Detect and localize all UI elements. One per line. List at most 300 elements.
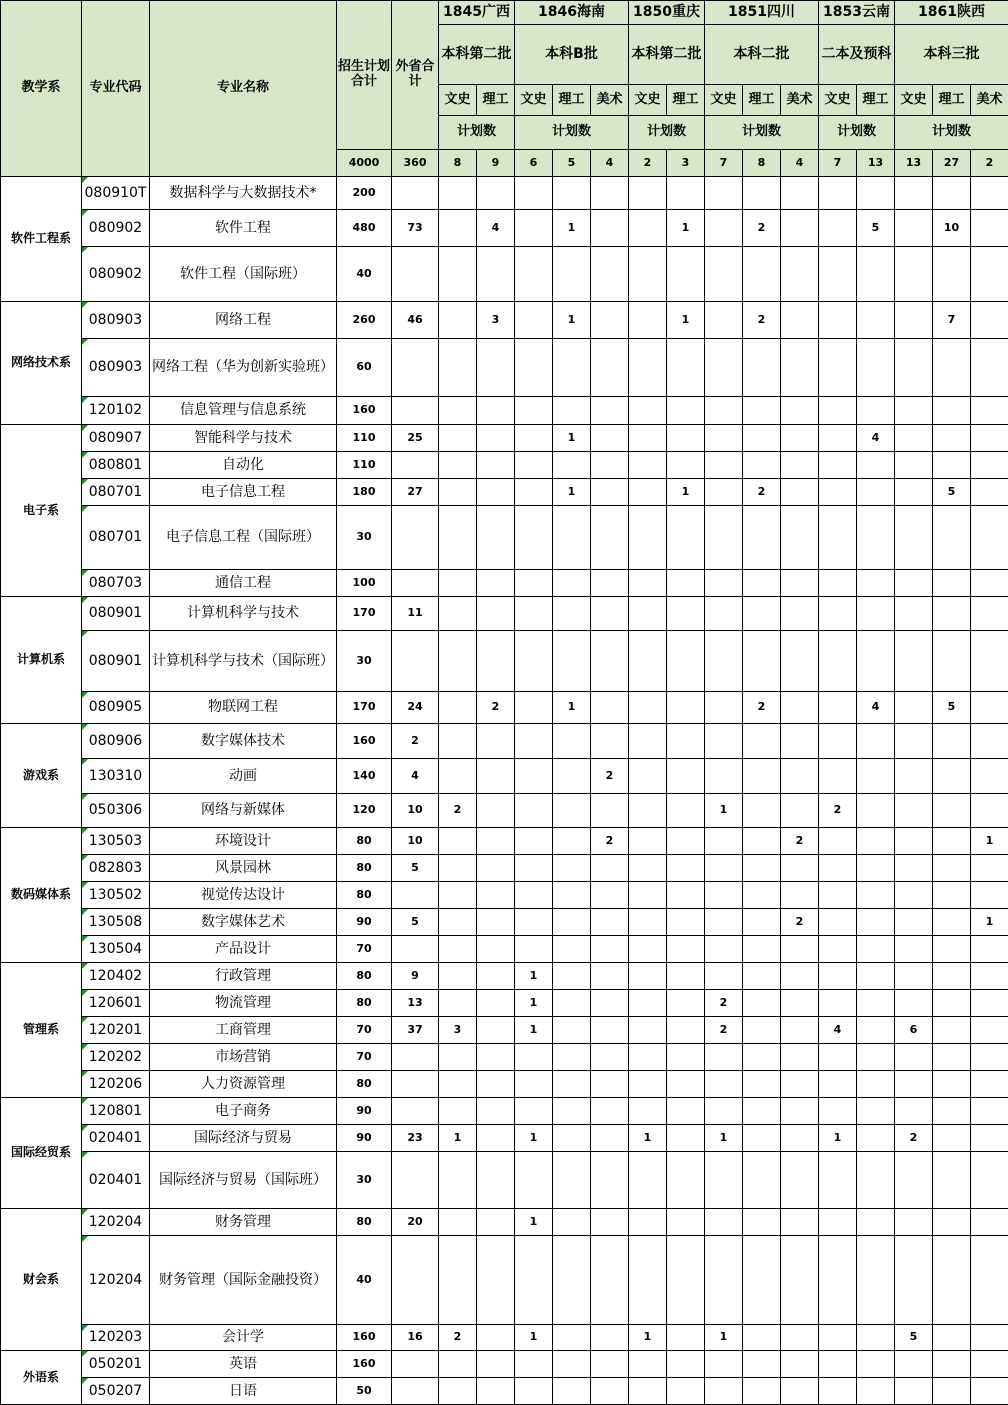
plan-cell xyxy=(629,1098,667,1125)
table-row xyxy=(1,1044,1008,1071)
plan-cell: 2 xyxy=(705,990,743,1017)
major-name: 电子信息工程 xyxy=(150,479,337,506)
plan-cell xyxy=(591,570,629,597)
plan-cell xyxy=(857,963,895,990)
table-row xyxy=(1,631,1008,692)
plan-cell xyxy=(933,1017,971,1044)
plan-cell xyxy=(439,302,477,339)
plan-cell xyxy=(933,339,971,397)
plan-cell xyxy=(667,1071,705,1098)
plan-cell xyxy=(667,506,705,570)
plan-total: 110 xyxy=(337,452,392,479)
plan-cell xyxy=(895,1236,933,1325)
header-province: 1845广西 xyxy=(439,1,515,25)
plan-cell xyxy=(743,1017,781,1044)
plan-cell: 1 xyxy=(515,963,553,990)
plan-cell xyxy=(515,882,553,909)
plan-cell: 1 xyxy=(553,302,591,339)
out-province-total: 11 xyxy=(392,597,439,631)
plan-cell xyxy=(515,210,553,247)
plan-cell xyxy=(819,724,857,759)
plan-cell xyxy=(743,247,781,302)
major-name: 人力资源管理 xyxy=(150,1071,337,1098)
plan-cell xyxy=(971,692,1008,724)
plan-cell xyxy=(629,882,667,909)
plan-cell xyxy=(477,397,515,425)
plan-cell: 2 xyxy=(743,479,781,506)
major-code: 080701 xyxy=(82,479,150,506)
plan-total: 160 xyxy=(337,724,392,759)
plan-cell xyxy=(591,210,629,247)
plan-cell xyxy=(439,1044,477,1071)
plan-cell xyxy=(895,1152,933,1209)
plan-cell: 1 xyxy=(667,302,705,339)
plan-cell xyxy=(971,855,1008,882)
plan-cell xyxy=(857,1017,895,1044)
plan-cell xyxy=(819,1209,857,1236)
header-category: 文史 xyxy=(819,85,857,116)
plan-cell xyxy=(743,1236,781,1325)
plan-cell xyxy=(439,882,477,909)
plan-cell xyxy=(933,177,971,210)
plan-cell xyxy=(933,990,971,1017)
plan-cell xyxy=(667,963,705,990)
major-code: 120202 xyxy=(82,1044,150,1071)
plan-cell xyxy=(819,210,857,247)
major-name: 数据科学与大数据技术* xyxy=(150,177,337,210)
plan-cell xyxy=(819,597,857,631)
plan-cell xyxy=(819,759,857,794)
plan-cell xyxy=(477,506,515,570)
plan-cell xyxy=(933,1378,971,1405)
plan-cell xyxy=(629,1017,667,1044)
major-code: 080903 xyxy=(82,302,150,339)
plan-cell: 2 xyxy=(439,1325,477,1351)
plan-cell xyxy=(591,1325,629,1351)
plan-cell xyxy=(591,855,629,882)
plan-cell xyxy=(971,397,1008,425)
out-province-total: 4 xyxy=(392,759,439,794)
total-cell: 5 xyxy=(553,150,591,177)
plan-cell xyxy=(591,425,629,452)
major-code: 130504 xyxy=(82,936,150,963)
plan-cell xyxy=(477,597,515,631)
plan-cell xyxy=(591,692,629,724)
plan-cell xyxy=(971,339,1008,397)
plan-cell xyxy=(553,452,591,479)
plan-cell: 10 xyxy=(933,210,971,247)
plan-cell xyxy=(895,1351,933,1378)
plan-cell xyxy=(895,247,933,302)
plan-cell xyxy=(819,479,857,506)
plan-cell xyxy=(667,1152,705,1209)
out-province-total xyxy=(392,452,439,479)
plan-cell xyxy=(933,1325,971,1351)
plan-cell xyxy=(743,1209,781,1236)
out-province-total xyxy=(392,1378,439,1405)
plan-cell xyxy=(857,479,895,506)
plan-cell xyxy=(705,963,743,990)
plan-cell xyxy=(971,631,1008,692)
plan-cell: 1 xyxy=(819,1125,857,1152)
plan-cell xyxy=(553,1071,591,1098)
major-code: 080901 xyxy=(82,631,150,692)
plan-cell xyxy=(477,828,515,855)
plan-cell xyxy=(857,597,895,631)
plan-cell xyxy=(515,302,553,339)
plan-cell xyxy=(895,882,933,909)
major-code: 120203 xyxy=(82,1325,150,1351)
plan-cell xyxy=(553,963,591,990)
plan-cell: 3 xyxy=(439,1017,477,1044)
plan-cell xyxy=(705,425,743,452)
plan-cell xyxy=(705,570,743,597)
plan-cell xyxy=(895,759,933,794)
plan-cell xyxy=(705,1152,743,1209)
table-body xyxy=(1,1,1008,1405)
plan-cell xyxy=(667,1325,705,1351)
plan-cell xyxy=(439,452,477,479)
plan-cell xyxy=(591,1209,629,1236)
plan-cell xyxy=(553,855,591,882)
plan-cell xyxy=(667,597,705,631)
table-row xyxy=(1,1236,1008,1325)
out-province-total xyxy=(392,247,439,302)
plan-cell: 4 xyxy=(857,692,895,724)
plan-cell xyxy=(743,936,781,963)
plan-cell xyxy=(819,397,857,425)
plan-total: 30 xyxy=(337,506,392,570)
plan-cell xyxy=(705,177,743,210)
major-name: 计算机科学与技术（国际班） xyxy=(150,631,337,692)
major-code: 080905 xyxy=(82,692,150,724)
plan-cell xyxy=(629,794,667,828)
table-row xyxy=(1,397,1008,425)
plan-cell xyxy=(857,452,895,479)
plan-cell xyxy=(629,936,667,963)
plan-total: 40 xyxy=(337,247,392,302)
plan-cell xyxy=(553,1125,591,1152)
plan-cell xyxy=(971,794,1008,828)
major-name: 英语 xyxy=(150,1351,337,1378)
major-name: 网络与新媒体 xyxy=(150,794,337,828)
plan-cell xyxy=(591,936,629,963)
plan-cell xyxy=(971,247,1008,302)
header-province: 1846海南 xyxy=(515,1,629,25)
plan-cell xyxy=(667,397,705,425)
plan-cell xyxy=(629,397,667,425)
plan-cell xyxy=(553,724,591,759)
plan-cell xyxy=(781,339,819,397)
plan-cell xyxy=(857,506,895,570)
major-code: 120204 xyxy=(82,1236,150,1325)
out-province-total xyxy=(392,1098,439,1125)
out-province-total xyxy=(392,506,439,570)
plan-cell xyxy=(553,1017,591,1044)
plan-cell xyxy=(857,1098,895,1125)
plan-cell xyxy=(781,506,819,570)
plan-cell: 1 xyxy=(439,1125,477,1152)
plan-total: 140 xyxy=(337,759,392,794)
plan-cell xyxy=(439,990,477,1017)
plan-cell xyxy=(439,210,477,247)
plan-cell xyxy=(477,855,515,882)
plan-cell: 1 xyxy=(515,1209,553,1236)
plan-cell: 2 xyxy=(477,692,515,724)
plan-cell xyxy=(515,177,553,210)
plan-cell xyxy=(515,794,553,828)
out-province-total: 20 xyxy=(392,1209,439,1236)
plan-cell xyxy=(971,425,1008,452)
plan-cell xyxy=(477,794,515,828)
plan-cell xyxy=(781,759,819,794)
plan-cell xyxy=(895,724,933,759)
plan-cell xyxy=(743,631,781,692)
header-plan-label: 计划数 xyxy=(819,116,895,150)
plan-cell xyxy=(895,339,933,397)
plan-cell xyxy=(667,452,705,479)
plan-cell xyxy=(439,1209,477,1236)
major-code: 080907 xyxy=(82,425,150,452)
plan-cell xyxy=(819,1325,857,1351)
header-plan-label: 计划数 xyxy=(515,116,629,150)
major-name: 物流管理 xyxy=(150,990,337,1017)
plan-cell xyxy=(857,855,895,882)
plan-cell xyxy=(515,1044,553,1071)
out-province-total xyxy=(392,1044,439,1071)
major-code: 080902 xyxy=(82,210,150,247)
plan-cell xyxy=(629,452,667,479)
plan-total: 30 xyxy=(337,1152,392,1209)
plan-cell xyxy=(705,759,743,794)
plan-cell xyxy=(439,1378,477,1405)
plan-cell xyxy=(629,759,667,794)
plan-cell xyxy=(819,936,857,963)
department-name: 外语系 xyxy=(1,1351,82,1405)
plan-cell xyxy=(477,247,515,302)
major-code: 020401 xyxy=(82,1152,150,1209)
plan-cell xyxy=(629,909,667,936)
major-code: 120201 xyxy=(82,1017,150,1044)
plan-cell xyxy=(971,1351,1008,1378)
plan-cell xyxy=(667,247,705,302)
plan-cell xyxy=(857,759,895,794)
plan-cell xyxy=(857,1044,895,1071)
plan-cell xyxy=(781,1098,819,1125)
table-row xyxy=(1,479,1008,506)
table-row xyxy=(1,724,1008,759)
plan-cell xyxy=(439,724,477,759)
plan-cell xyxy=(591,1044,629,1071)
major-name: 物联网工程 xyxy=(150,692,337,724)
plan-cell xyxy=(857,1378,895,1405)
plan-cell xyxy=(743,794,781,828)
plan-cell xyxy=(781,177,819,210)
plan-cell xyxy=(857,1071,895,1098)
major-name: 智能科学与技术 xyxy=(150,425,337,452)
plan-cell xyxy=(933,1351,971,1378)
plan-cell xyxy=(515,936,553,963)
plan-total: 30 xyxy=(337,631,392,692)
header-category: 文史 xyxy=(515,85,553,116)
plan-cell: 5 xyxy=(857,210,895,247)
plan-cell xyxy=(439,936,477,963)
plan-cell xyxy=(477,963,515,990)
plan-cell xyxy=(553,794,591,828)
total-cell: 8 xyxy=(743,150,781,177)
plan-cell xyxy=(705,479,743,506)
plan-cell xyxy=(857,1152,895,1209)
plan-cell xyxy=(933,397,971,425)
header-category: 文史 xyxy=(705,85,743,116)
plan-cell xyxy=(553,1378,591,1405)
major-code: 130508 xyxy=(82,909,150,936)
total-cell: 3 xyxy=(667,150,705,177)
plan-cell xyxy=(629,570,667,597)
total-cell: 4 xyxy=(781,150,819,177)
total-cell: 4000 xyxy=(337,150,392,177)
plan-cell: 2 xyxy=(895,1125,933,1152)
table-row xyxy=(1,1017,1008,1044)
plan-total: 80 xyxy=(337,963,392,990)
out-province-total: 46 xyxy=(392,302,439,339)
plan-cell: 7 xyxy=(933,302,971,339)
total-cell: 13 xyxy=(895,150,933,177)
plan-cell: 2 xyxy=(781,828,819,855)
plan-cell xyxy=(857,339,895,397)
plan-cell xyxy=(895,479,933,506)
plan-cell xyxy=(629,1351,667,1378)
major-name: 财务管理 xyxy=(150,1209,337,1236)
out-province-total xyxy=(392,177,439,210)
plan-cell xyxy=(515,909,553,936)
major-name: 电子信息工程（国际班） xyxy=(150,506,337,570)
plan-cell xyxy=(515,339,553,397)
plan-cell xyxy=(933,1152,971,1209)
plan-cell xyxy=(439,855,477,882)
plan-cell xyxy=(933,452,971,479)
plan-cell xyxy=(857,247,895,302)
header-category: 理工 xyxy=(933,85,971,116)
plan-cell xyxy=(895,1378,933,1405)
plan-cell xyxy=(857,990,895,1017)
plan-cell xyxy=(743,1351,781,1378)
plan-cell xyxy=(895,936,933,963)
header-category: 文史 xyxy=(629,85,667,116)
total-cell: 7 xyxy=(705,150,743,177)
plan-cell xyxy=(895,1209,933,1236)
out-province-total: 10 xyxy=(392,794,439,828)
department-name: 数码媒体系 xyxy=(1,828,82,963)
plan-cell xyxy=(705,1098,743,1125)
major-code: 120801 xyxy=(82,1098,150,1125)
out-province-total xyxy=(392,1236,439,1325)
plan-cell xyxy=(933,506,971,570)
plan-cell xyxy=(477,452,515,479)
plan-cell xyxy=(933,425,971,452)
plan-cell xyxy=(743,909,781,936)
plan-cell xyxy=(629,339,667,397)
out-province-total: 27 xyxy=(392,479,439,506)
department-name: 软件工程系 xyxy=(1,177,82,302)
table-row xyxy=(1,570,1008,597)
plan-cell xyxy=(781,210,819,247)
plan-cell xyxy=(743,1071,781,1098)
header-province: 1850重庆 xyxy=(629,1,705,25)
plan-cell xyxy=(933,1071,971,1098)
plan-cell xyxy=(477,1378,515,1405)
department-name: 网络技术系 xyxy=(1,302,82,425)
header-code: 专业代码 xyxy=(82,1,150,177)
plan-cell xyxy=(895,794,933,828)
plan-cell xyxy=(857,828,895,855)
plan-cell xyxy=(705,882,743,909)
plan-cell xyxy=(895,855,933,882)
plan-cell xyxy=(477,339,515,397)
out-province-total: 5 xyxy=(392,855,439,882)
plan-cell xyxy=(477,1098,515,1125)
header-out-total: 外省合计 xyxy=(392,1,439,150)
plan-cell xyxy=(819,452,857,479)
plan-cell: 1 xyxy=(553,479,591,506)
plan-cell: 4 xyxy=(477,210,515,247)
header-plan-label: 计划数 xyxy=(439,116,515,150)
plan-cell xyxy=(515,570,553,597)
plan-cell xyxy=(477,1325,515,1351)
table-row xyxy=(1,506,1008,570)
plan-cell xyxy=(515,479,553,506)
header-plan-label: 计划数 xyxy=(895,116,1008,150)
plan-cell xyxy=(971,177,1008,210)
plan-cell xyxy=(667,936,705,963)
plan-cell xyxy=(705,339,743,397)
plan-cell: 1 xyxy=(515,1125,553,1152)
major-name: 国际经济与贸易 xyxy=(150,1125,337,1152)
plan-cell: 1 xyxy=(553,210,591,247)
plan-cell xyxy=(439,479,477,506)
plan-cell xyxy=(971,1071,1008,1098)
plan-cell xyxy=(629,1044,667,1071)
plan-cell xyxy=(895,597,933,631)
major-name: 网络工程（华为创新实验班） xyxy=(150,339,337,397)
plan-cell: 1 xyxy=(553,692,591,724)
total-cell: 2 xyxy=(971,150,1008,177)
plan-cell xyxy=(477,759,515,794)
plan-cell xyxy=(933,882,971,909)
plan-cell xyxy=(971,1098,1008,1125)
plan-cell xyxy=(857,177,895,210)
plan-cell xyxy=(439,1098,477,1125)
plan-cell xyxy=(515,1378,553,1405)
plan-cell xyxy=(705,247,743,302)
out-province-total xyxy=(392,631,439,692)
plan-cell xyxy=(629,1209,667,1236)
plan-cell xyxy=(667,990,705,1017)
plan-cell xyxy=(743,855,781,882)
plan-cell xyxy=(667,855,705,882)
plan-cell xyxy=(819,828,857,855)
plan-cell xyxy=(439,506,477,570)
header-category: 理工 xyxy=(667,85,705,116)
plan-cell xyxy=(515,247,553,302)
plan-cell xyxy=(743,339,781,397)
plan-cell xyxy=(781,692,819,724)
plan-cell xyxy=(743,1044,781,1071)
plan-cell xyxy=(591,479,629,506)
plan-cell: 2 xyxy=(439,794,477,828)
plan-cell xyxy=(667,1351,705,1378)
plan-cell xyxy=(895,631,933,692)
